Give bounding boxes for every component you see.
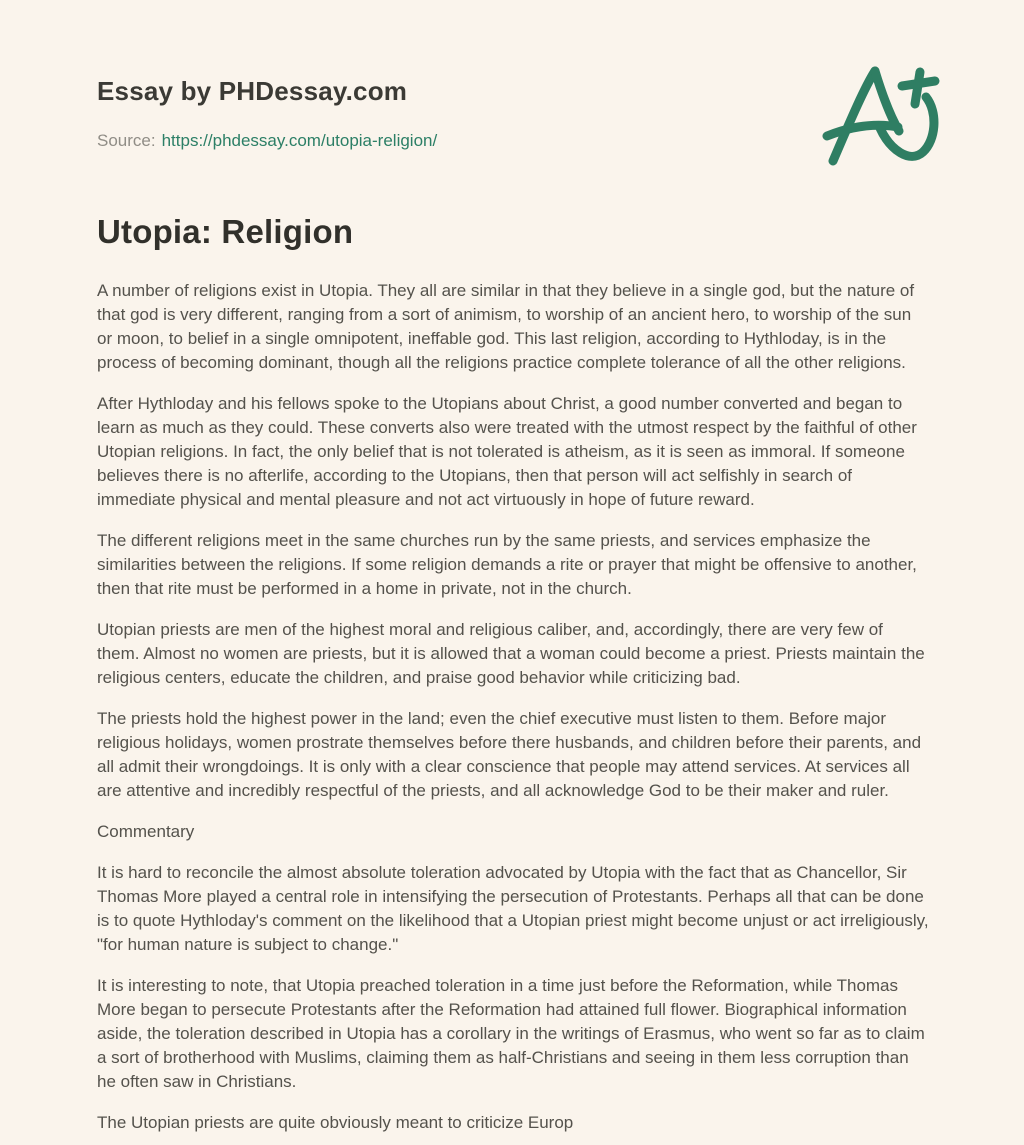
essay-title: Utopia: Religion	[97, 213, 354, 250]
paragraph-commentary-reformation: It is interesting to note, that Utopia preached toleration in a time just before the Reformation, while Thomas More began to persecute Protestants after the Reformation had attained full flower. Biographical information aside, the toleration described in Utopia has a corollary in the writings of Erasmus, who went so far as to claim a sort of brotherhood with Muslims, claiming them as half-Christians and seeing in them less corruption than he often saw in Christians.	[97, 976, 925, 1091]
paragraph-converts: After Hythloday and his fellows spoke to the Utopians about Christ, a good number converted and began to learn as much as they could. These converts also were treated with the utmost respect by the faithful of other Utopian religions. In fact, the only belief that is not tolerated is atheism, as it is seen as immoral. If someone believes there is no afterlife, according to the Utopians, then that person will act selfishly in search of immediate physical and mental pleasure and not act virtuously in hope of future reward.	[97, 394, 917, 509]
paragraph-commentary-toleration: It is hard to reconcile the almost absolute toleration advocated by Utopia with the fact that as Chancellor, Sir Thomas More played a central role in intensifying the persecution of Protestants. Perhaps all that can be done is to quote Hythloday's comment on the likelihood that a Utopian priest might become unjust or act irreligiously, "for human nature is subject to change."	[97, 863, 929, 954]
byline: Essay by PHDessay.com	[97, 76, 408, 106]
essay-body	[97, 213, 930, 1135]
paragraph-churches: The different religions meet in the same churches run by the same priests, and services emphasize the similarities between the religions. If some religion demands a rite or prayer that might be offensive to another, then that rite must be performed in a home in private, not in the church.	[97, 531, 917, 598]
page-header	[97, 0, 930, 151]
source-link[interactable]: https://phdessay.com/utopia-religion/	[161, 131, 438, 150]
paragraph-religions-overview: A number of religions exist in Utopia. They all are similar in that they believe in a single god, but the nature of that god is very different, ranging from a sort of animism, to worship of an ancient hero, to worship of the sun or moon, to belief in a single omnipotent, ineffable god. This last religion, according to Hythloday, is in the process of becoming dominant, though all the religions practice complete tolerance of all the other religions.	[97, 281, 915, 372]
paragraph-priests-caliber: Utopian priests are men of the highest moral and religious caliber, and, accordingly, there are very few of them. Almost no women are priests, but it is allowed that a woman could become a priest. Priests maintain the religious centers, educate the children, and praise good behavior while criticizing bad.	[97, 620, 925, 687]
paragraph-commentary-truncated: The Utopian priests are quite obviously meant to criticize Europ	[97, 1113, 574, 1132]
paragraph-priests-power: The priests hold the highest power in the land; even the chief executive must listen to them. Before major religious holidays, women prostrate themselves before there husbands, and children before their parents, and all admit their wrongdoings. It is only with a clear conscience that people may attend services. At services all are attentive and incredibly respectful of the priests, and all acknowledge God to be their maker and ruler.	[97, 709, 922, 800]
commentary-heading: Commentary	[97, 822, 195, 841]
aplus-logo-icon	[820, 64, 942, 170]
source-line	[97, 131, 930, 151]
source-label: Source:	[97, 131, 156, 150]
